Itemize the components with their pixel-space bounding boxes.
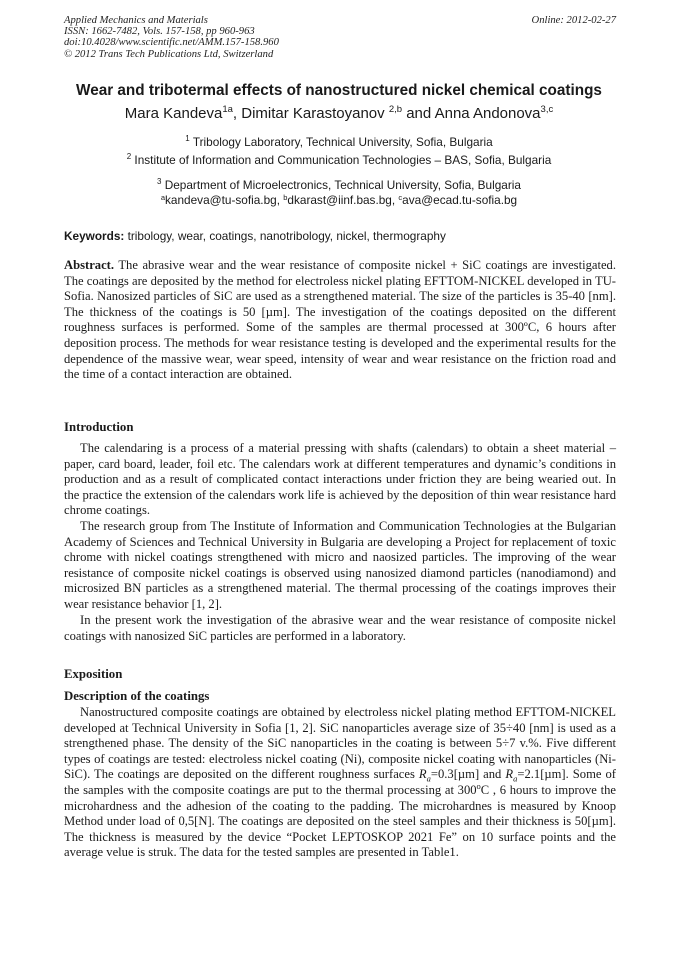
author-kandeva-affil: 1a <box>222 104 233 115</box>
keywords-label: Keywords: <box>64 229 125 243</box>
affiliation-2 <box>0 153 678 167</box>
roughness-symbol: R <box>505 767 514 782</box>
coatings-paragraph <box>64 705 616 861</box>
author-andonova: Anna Andonova <box>434 105 541 122</box>
abstract-label: Abstract. <box>64 258 115 272</box>
email-marker: b <box>283 193 288 202</box>
coatings-text-part-3: =2.1[µm]. Some of the samples with the composite coatings are put to the thermal processing at 300 <box>64 767 617 797</box>
abstract-text: The abrasive wear and the wear resistance of composite nickel + SiC coatings are investigated. The coatings are deposited by the method for electroless nickel plating EFTTOM-NICKEL developed in TU-Sofia. Nanosized particles of SiC are used as a strengthened material. The size of the particles is 35-40 [nm]. The thickness of the coatings is 50 [µm]. The investigation of the coatings deposited on the different roughness surfaces is performed. Some of the samples are thermal processed at 300ºC, 6 hours after deposition process. The methods for wear resistance testing is developed and the experimental results for the dependence of the massive wear, wear speed, intensity of wear and wear resistance on the friction road and the time of a contact interaction are obtained. <box>64 258 616 382</box>
introduction-paragraph-1: The calendaring is a process of a material pressing with shafts (calendars) to obtain a sheet material – paper, card board, leader, foil etc. The calendars work at different temperatures and dynamic’s conditions in production and as a result of complicated contact interactions under friction they are being wearied out. In the practice the extension of the calendars work life is achieved by the deposition of thin wear resistance hard chrome coatings. <box>64 441 616 518</box>
online-date: Online: 2012-02-27 <box>531 15 616 26</box>
author-andonova-affil: 3,c <box>540 104 554 115</box>
introduction-paragraph-3: In the present work the investigation of the abrasive wear and the wear resistance of composite nickel coatings with nanosized SiC particles are performed in a laboratory. <box>64 613 616 643</box>
roughness-symbol: R <box>418 767 427 782</box>
email-andonova: ava@ecad.tu-sofia.bg <box>402 193 518 207</box>
author-kandeva: Mara Kandeva <box>124 105 223 122</box>
coatings-text-part-2: =0.3[µm] and <box>430 767 506 782</box>
exposition-heading: Exposition <box>64 667 123 681</box>
affiliation-number: 2 <box>126 152 132 161</box>
affiliation-1 <box>0 135 678 149</box>
author-list <box>0 105 678 122</box>
coatings-text-part-1: Nanostructured composite coatings are obtained by electroless nickel plating method EFTTOM-NICKEL developed at Technical University in Sofia [1, 2]. SiC nanoparticles average size of 35÷40 [nm] is used as a strengthened phase. The density of the SiC nanoparticles in the coating is between 5÷7 v.%. Five different types of coatings are tested: electroless nickel coating (Ni), composite nickel coating with nanoparticles (Ni-SiC). The coatings are deposited on the different roughness surfaces <box>64 705 616 782</box>
author-karastoyanov: Dimitar Karastoyanov <box>241 105 389 122</box>
affiliation-3 <box>0 178 678 192</box>
introduction-paragraph-2: The research group from The Institute of Information and Communication Technologies at the Bulgarian Academy of Sciences and Technical University in Bulgaria are developing a Project for replacement of toxic chrome with nickel coatings strengthened with micro and naosized particles. The improving of the wear resistance of composite nickel coatings is observed using nanosized diamond particles (nanodiamond) and microsized BN particles as a strengthened material. The thermal processing of the coatings improves their wear resistance behavior [1, 2]. <box>64 519 616 611</box>
roughness-subscript: a <box>426 773 431 784</box>
affiliation-number: 1 <box>185 134 190 143</box>
keywords-text: tribology, wear, coatings, nanotribology, nickel, thermography <box>124 229 446 243</box>
issn-line: ISSN: 1662-7482, Vols. 157-158, pp 960-963 <box>64 26 255 38</box>
journal-header <box>64 15 616 60</box>
journal-name: Applied Mechanics and Materials <box>64 15 208 26</box>
email-karastoyanov: dkarast@iinf.bas.bg, <box>287 193 399 207</box>
copyright-line: © 2012 Trans Tech Publications Ltd, Switzerland <box>64 48 274 60</box>
email-marker: c <box>398 193 403 202</box>
email-marker: a <box>160 193 166 202</box>
roughness-subscript: a <box>513 773 518 784</box>
paper-title: Wear and tribotermal effects of nanostructured nickel chemical coatings <box>76 82 602 99</box>
keywords <box>64 229 616 243</box>
coatings-subheading: Description of the coatings <box>64 689 210 703</box>
affiliation-text: Tribology Laboratory, Technical University, Sofia, Bulgaria <box>189 135 493 149</box>
affiliation-text: Department of Microelectronics, Technical University, Sofia, Bulgaria <box>161 178 521 192</box>
doi-line: doi:10.4028/www.scientific.net/AMM.157-158.960 <box>64 37 279 49</box>
author-karastoyanov-affil: 2,b <box>388 104 403 115</box>
affiliation-text: Institute of Information and Communication Technologies – BAS, Sofia, Bulgaria <box>131 153 552 167</box>
email-kandeva: kandeva@tu-sofia.bg, <box>165 193 284 207</box>
degree-superscript: o <box>476 780 481 791</box>
author-separator: and <box>402 105 435 122</box>
author-emails <box>0 193 678 207</box>
coatings-text-part-4: C , 6 hours to improve the microhardness and the adhesion of the coating to the padding. The microhardnes is measured by Knoop Method under load of 0,5[N]. The coatings are deposited on the steel samples and their thickness is 50[µm]. The thickness is measured by the device “Pocket LEPTOSKOP 2021 Fe” on 10 surface points and the average velue is struk. The data for the tested samples are presented in Table1. <box>64 782 616 860</box>
introduction-heading: Introduction <box>64 420 134 434</box>
author-separator: , <box>232 105 242 122</box>
affiliation-number: 3 <box>157 177 162 186</box>
abstract <box>64 258 616 383</box>
